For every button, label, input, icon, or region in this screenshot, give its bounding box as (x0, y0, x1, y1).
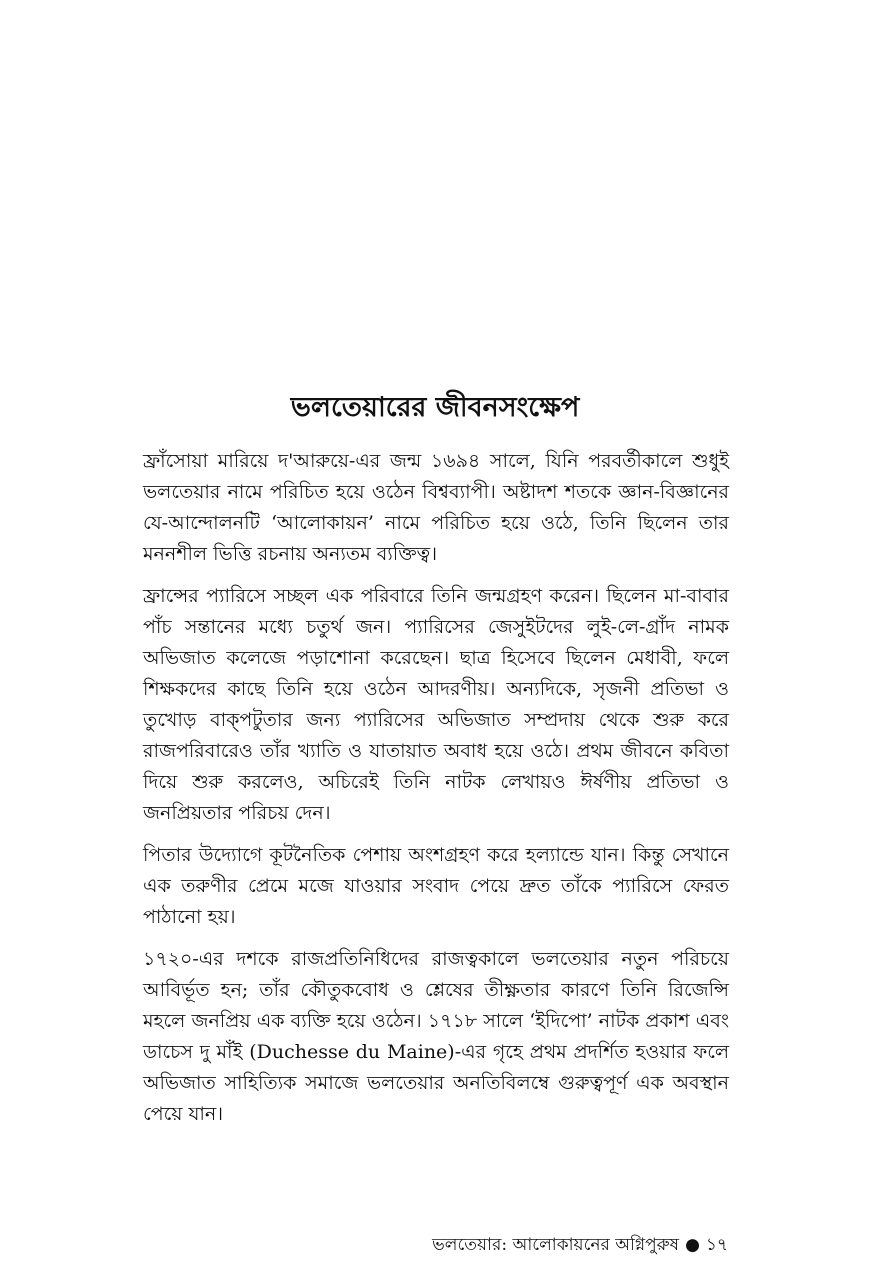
running-footer (432, 1232, 728, 1258)
paragraph-3: পিতার উদ্যোগে কূটনৈতিক পেশায় অংশগ্রহণ করে হল্যান্ডে যান। কিন্তু সেখানে এক তরুণীর প্রেমে মজে যাওয়ার সংবাদ পেয়ে দ্রুত তাঁকে প্যারিসে ফেরত পাঠানো হয়। (143, 844, 729, 928)
footer-book-title: ভলতেয়ার: আলোকায়নের অগ্নিপুরুষ (432, 1235, 680, 1255)
paragraph-2: ফ্রান্সের প্যারিসে সচ্ছল এক পরিবারে তিনি জন্মগ্রহণ করেন। ছিলেন মা-বাবার পাঁচ সন্তানের মধ্যে চতুর্থ জন। প্যারিসের জেসুইটদের লুই-লে-গ্রাঁদ নামক অভিজাত কলেজে পড়াশোনা করেছেন। ছাত্র হিসেবে ছিলেন মেধাবী, ফলে শিক্ষকদের কাছে তিনি হয়ে ওঠেন আদরণীয়। অন্যদিকে, সৃজনী প্রতিভা ও তুখোড় বাক্‌পটুতার জন্য প্যারিসের অভিজাত সম্প্রদায় থেকে শুরু করে রাজপরিবারেও তাঁর খ্যাতি ও যাতায়াত অবাধ হয়ে ওঠে। প্রথম জীবনে কবিতা দিয়ে শুরু করলেও, অচিরেই তিনি নাটক লেখায়ও ঈর্ষণীয় প্রতিভা ও জনপ্রিয়তার পরিচয় দেন। (143, 585, 729, 824)
page-number: ১৭ (705, 1235, 728, 1255)
chapter-title: ভলতেয়ারের জীবনসংক্ষেপ (290, 392, 580, 424)
paragraph-1: ফ্রাঁসোয়া মারিয়ে দ'আরুয়ে-এর জন্ম ১৬৯৪ সালে, যিনি পরবর্তীকালে শুধুই ভলতেয়ার নামে পরিচিত হয়ে ওঠেন বিশ্বব্যাপী। অষ্টাদশ শতকে জ্ঞান-বিজ্ঞানের যে-আন্দোলনটি ‘আলোকায়ন’ নামে পরিচিত হয়ে ওঠে, তিনি ছিলেন তার মননশীল ভিত্তি রচনায় অন্যতম ব্যক্তিত্ব। (143, 450, 729, 565)
body-text (143, 446, 729, 1141)
paragraph-4: ১৭২০-এর দশকে রাজপ্রতিনিধিদের রাজত্বকালে ভলতেয়ার নতুন পরিচয়ে আবির্ভূত হন; তাঁর কৌতুকবোধ ও শ্লেষের তীক্ষ্ণতার কারণে তিনি রিজেন্সি মহলে জনপ্রিয় এক ব্যক্তি হয়ে ওঠেন। ১৭১৮ সালে ‘ইদিপো’ নাটক প্রকাশ এবং ডাচেস দু মাঁই (Duchesse du Maine)-এর গৃহে প্রথম প্রদর্শিত হওয়ার ফলে অভিজাত সাহিত্যিক সমাজে ভলতেয়ার অনতিবিলম্বে গুরুত্বপূর্ণ এক অবস্থান পেয়ে যান। (143, 948, 729, 1125)
footer-separator-icon: ● (685, 1235, 700, 1255)
